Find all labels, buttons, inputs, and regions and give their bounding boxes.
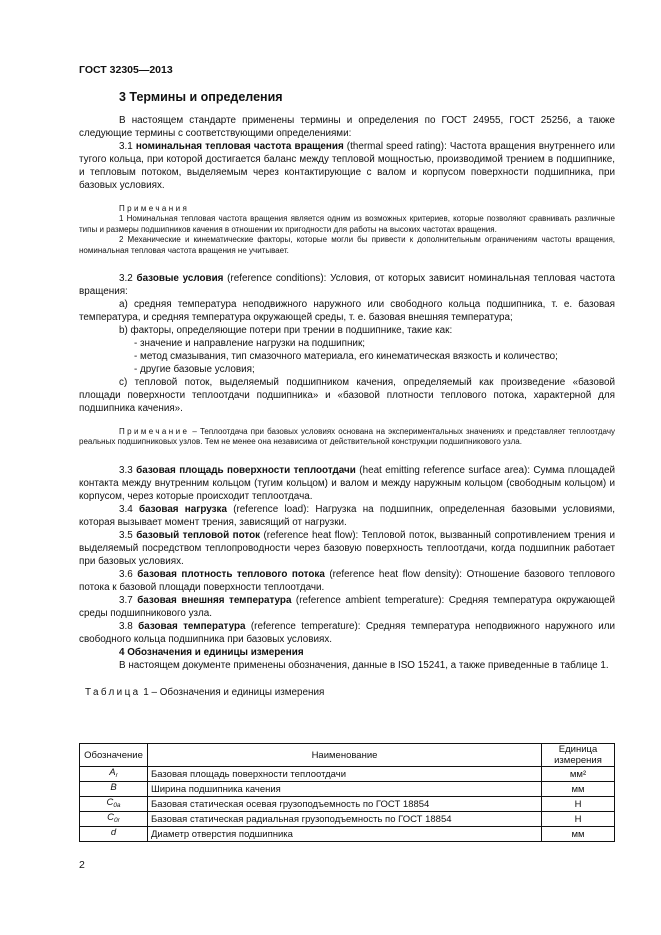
section-3-intro: В настоящем стандарте применены термины и определения по ГОСТ 24955, ГОСТ 25256, а также следующие термины с соответствующими определениями: bbox=[79, 115, 615, 139]
note-3: Примечание – Теплоотдача при базовых условиях основана на экспериментальных значениях и представляет теплоотдачу реальных подшипниковых узлов. Тем не менее она независима от действительной конструкции подшипникового узла. bbox=[79, 427, 615, 447]
term-3-2: 3.2 базовые условия (reference conditions): Условия, от которых зависит номинальная тепловая частота вращения: bbox=[79, 273, 616, 298]
note-3-label: Примечание bbox=[119, 427, 190, 437]
term-3-2-name: базовые условия bbox=[136, 273, 224, 285]
table-caption-label: Таблица bbox=[85, 686, 141, 698]
cell-name: Базовая статическая осевая грузоподъемность по ГОСТ 18854 bbox=[148, 797, 542, 812]
header-unit: Единица измерения bbox=[542, 744, 615, 767]
header-symbol: Обозначение bbox=[80, 744, 148, 767]
cell-symbol: d bbox=[80, 827, 148, 842]
cell-name: Базовая площадь поверхности теплоотдачи bbox=[148, 767, 542, 782]
table-row bbox=[80, 827, 615, 842]
header-name: Наименование bbox=[148, 744, 542, 767]
section-4-title: 4 Обозначения и единицы измерения bbox=[119, 646, 304, 658]
cell-symbol: $C_{0r}$ bbox=[80, 812, 148, 827]
term-3-2-item-c: с) тепловой поток, выделяемый подшипником качения, определяемый как произведение «базовой площади поверхности теплоотдачи подшипника» и «базовой плотности теплового потока, характерной для подшипника качения». bbox=[79, 377, 615, 415]
cell-unit: мм² bbox=[542, 767, 615, 782]
term-3-1: 3.1 номинальная тепловая частота вращения (thermal speed rating): Частота вращения внутреннего или тугого кольца, при которой достигается баланс между тепловой мощностью, производимой трением в подшипнике, и тепловым потоком, выделяемым через контактирующие с валом и корпусом поверхности подшипника, при базовых условиях. bbox=[79, 141, 615, 191]
cell-name: Диаметр отверстия подшипника bbox=[148, 827, 542, 842]
main-content bbox=[79, 114, 615, 699]
note-1: 1 Номинальная тепловая частота вращения является одним из возможных критериев, которые позволяют сравнивать различные типы и размеры подшипников качения в отношении их пригодности для работы на высоких частотах вращения. bbox=[79, 214, 615, 234]
section-3-title: 3 Термины и определения bbox=[119, 90, 283, 104]
note-2: 2 Механические и кинематические факторы, которые могли бы привести к дополнительным ограничениям частоты вращения, номинальная тепловая частота вращения не учитывает. bbox=[79, 235, 615, 255]
table-row bbox=[80, 797, 615, 812]
term-3-1-name: номинальная тепловая частота вращения bbox=[135, 141, 344, 152]
symbols-table bbox=[79, 743, 615, 842]
table-row bbox=[80, 812, 615, 827]
table-row bbox=[80, 782, 615, 797]
term-3-2-dash-3: - другие базовые условия; bbox=[134, 364, 255, 376]
section-4-intro: В настоящем документе применены обозначения, данные в ISO 15241, а также приведенные в таблице 1. bbox=[119, 659, 609, 671]
cell-unit: Н bbox=[542, 797, 615, 812]
cell-unit: Н bbox=[542, 812, 615, 827]
term-3-3: 3.3 базовая площадь поверхности теплоотдачи (heat emitting reference surface area): Сумма площадей контакта между внутренним кольцом (тугим кольцом) и валом и между наружным кольцом (свободным кольцом) и корпусом, через которые происходит теплоотдача. bbox=[79, 464, 615, 502]
term-3-6: 3.6 базовая плотность теплового потока (reference heat flow density): Отношение базового теплового потока к базовой площади поверхности теплоотдачи. bbox=[79, 568, 615, 593]
term-3-5: 3.5 базовый тепловой поток (reference heat flow): Тепловой поток, вызванный сопротивлением трения и выделяемый посредством теплопроводности через базовую поверхность теплоотдачи, когда подшипник работает при базовых условиях. bbox=[79, 529, 615, 567]
page-number: 2 bbox=[79, 859, 85, 871]
document-header: ГОСТ 32305—2013 bbox=[79, 64, 173, 76]
cell-name: Ширина подшипника качения bbox=[148, 782, 542, 797]
term-3-2-dash-2: - метод смазывания, тип смазочного материала, его кинематическая вязкость и количество; bbox=[134, 351, 558, 363]
term-3-7: 3.7 базовая внешняя температура (reference ambient temperature): Средняя температура окружающей среды подшипникового узла. bbox=[79, 594, 615, 619]
cell-symbol: $C_{0a}$ bbox=[80, 797, 148, 812]
table-caption: Таблица 1 – Обозначения и единицы измерения bbox=[85, 686, 325, 698]
term-3-2-dash-1: - значение и направление нагрузки на подшипник; bbox=[134, 338, 366, 350]
notes-heading: Примечания bbox=[119, 204, 190, 213]
table-row bbox=[80, 767, 615, 782]
term-3-8: 3.8 базовая температура (reference temperature): Средняя температура неподвижного наружного или свободного кольца подшипника при базовых условиях. bbox=[79, 620, 616, 645]
term-3-4: 3.4 базовая нагрузка (reference load): Нагрузка на подшипник, определенная базовыми условиями, которая вызывает момент трения, зависящий от нагрузки. bbox=[79, 503, 615, 528]
table-header-row bbox=[80, 744, 615, 767]
cell-symbol: $A_r$ bbox=[80, 767, 148, 782]
term-3-2-item-b: b) факторы, определяющие потери при трении в подшипнике, такие как: bbox=[119, 325, 453, 337]
term-3-2-item-a: а) средняя температура неподвижного наружного или свободного кольца подшипника, т. е. базовая температура, и средняя температура окружающей среды, т. е. базовая внешняя температура; bbox=[79, 299, 615, 324]
cell-symbol: B bbox=[80, 782, 148, 797]
cell-name: Базовая статическая радиальная грузоподъемность по ГОСТ 18854 bbox=[148, 812, 542, 827]
cell-unit: мм bbox=[542, 827, 615, 842]
cell-unit: мм bbox=[542, 782, 615, 797]
